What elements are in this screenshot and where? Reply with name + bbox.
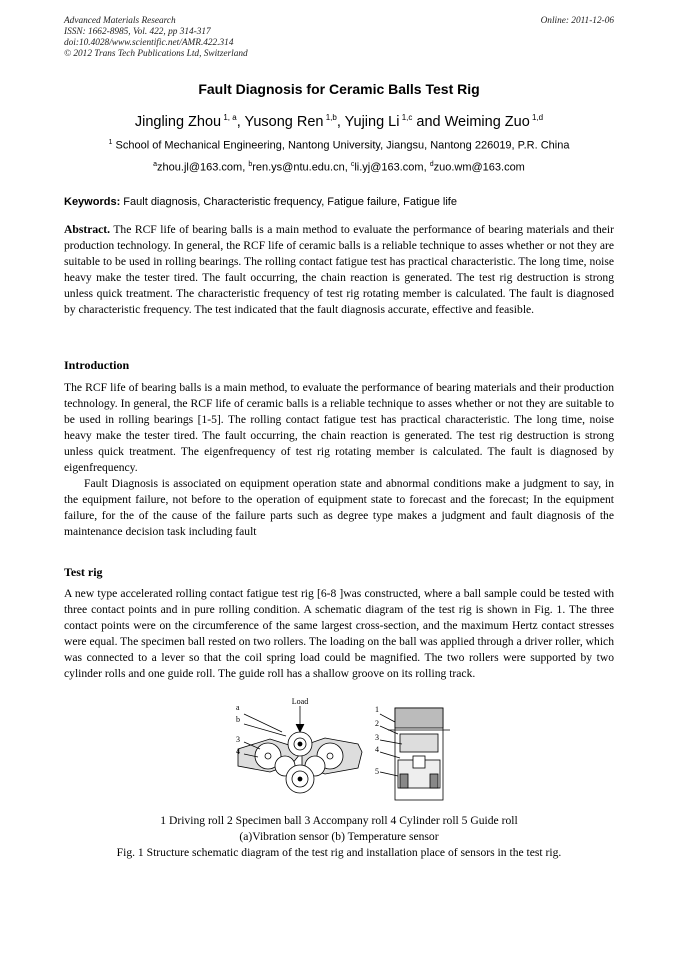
author-name: Jingling Zhou	[134, 113, 222, 130]
author-sup: 1,c	[399, 113, 413, 122]
figure-legend-line: (a)Vibration sensor (b) Temperature sensor	[239, 830, 439, 843]
keywords-label: Keywords:	[64, 196, 121, 208]
doi[interactable]: doi:10.4028/www.scientific.net/AMR.422.314	[64, 38, 234, 48]
test-rig-schematic	[230, 694, 460, 806]
section-heading-test-rig: Test rig	[64, 565, 103, 579]
author-separator: ,	[336, 113, 345, 130]
author-sup: 1,d	[529, 113, 544, 122]
author-name: Weiming Zuo	[444, 113, 530, 130]
email-sup: c	[350, 161, 355, 168]
journal-metadata	[64, 16, 248, 60]
email-address[interactable]: ren.ys@ntu.edu.cn,	[252, 161, 351, 174]
journal-name: Advanced Materials Research	[64, 16, 176, 26]
figure-label: 2	[375, 719, 379, 728]
email-sup: d	[429, 161, 434, 168]
email-sup: b	[248, 161, 253, 168]
paper-title: Fault Diagnosis for Ceramic Balls Test Rig	[198, 81, 480, 97]
abstract-text: The RCF life of bearing balls is a main method to evaluate the performance of bearing materials and their production technology. In general, the RCF life of ceramic balls is a reliable technique to asses whether or not they are suitable to be used in rolling bearings. The rolling contact fatigue test has practical characteristic. The long time, noise heavy make the tester tired. The fault occurring, the chain reaction is generated. The test rig destruction is strong unless quick treatment. The characteristic frequency of test rig rotating member is calculated. The fault is diagnosed by characteristic frequency. The test indicated that the fault diagnosis accurate, effective and feasible.	[64, 223, 614, 316]
figure-legend	[0, 813, 678, 845]
email-address[interactable]: zuo.wm@163.com	[433, 161, 525, 174]
keywords-text: Fault diagnosis, Characteristic frequency, Fatigue failure, Fatigue life	[120, 196, 457, 208]
author-sup: 1,b	[323, 113, 337, 122]
affiliation	[0, 139, 678, 152]
section-heading-introduction: Introduction	[64, 358, 130, 372]
paragraph: The RCF life of bearing balls is a main method, to evaluate the performance of bearing materials and their production technology. In general, the RCF life of ceramic balls is a reliable technique to asses whether or not they are suitable to be used in rolling bearings [1-5]. The rolling contact fatigue test has practical characteristic. The long time, noise heavy make the tester tired. The fault occurring, the chain reaction is generated. The test rig destruction is strong unless quick treatment. The eigenfrequency of test rig rotating member is calculated. The fault is diagnosed by eigenfrequency.	[64, 381, 614, 474]
author-list	[0, 113, 678, 130]
abstract	[64, 222, 614, 318]
email-address[interactable]: li.yj@163.com,	[354, 161, 430, 174]
author-sup: 1, a	[221, 113, 237, 122]
figure-legend-line: 1 Driving roll 2 Specimen ball 3 Accompany roll 4 Cylinder roll 5 Guide roll	[160, 814, 518, 827]
figure-label: 4	[375, 745, 379, 754]
paragraph: Fault Diagnosis is associated on equipment operation state and abnormal conditions make a judgment to say, in the equipment failure, not before to the operation of equipment state to forecast and the forecast; In the equipment failure, for the of the cause of the failure parts such as degree type makes a judgment and fault diagnosis of the maintenance decision task including fault	[64, 477, 614, 538]
email-address[interactable]: zhou.jl@163.com,	[157, 161, 249, 174]
author-separator: and	[412, 113, 445, 130]
abstract-label: Abstract.	[64, 223, 111, 236]
email-list	[0, 161, 678, 174]
figure-label: 4	[236, 747, 240, 756]
figure-label: b	[236, 715, 240, 724]
figure-label: 1	[375, 705, 379, 714]
affiliation-text: School of Mechanical Engineering, Nantong University, Jiangsu, Nantong 226019, P.R. China	[112, 139, 570, 152]
author-name: Yujing Li	[344, 113, 400, 130]
author-name: Yusong Ren	[244, 113, 324, 130]
figure-label: 5	[375, 767, 379, 776]
email-sup: a	[153, 161, 158, 168]
figure-label: Load	[291, 697, 309, 706]
figure-caption: Fig. 1 Structure schematic diagram of the test rig and installation place of sensors in the test rig.	[116, 846, 562, 859]
online-date: Online: 2011-12-06	[540, 16, 614, 26]
issn: ISSN: 1662-8985, Vol. 422, pp 314-317	[64, 27, 211, 37]
paragraph: A new type accelerated rolling contact fatigue test rig [6-8 ]was constructed, where a ball sample could be tested with three contact points and in pure rolling condition. A schematic diagram of the test rig is shown in Fig. 1. The three contact points were on the circumference of the same largest cross-section, and the maximum Hertz contact stresses were equal. The specimen ball rested on two rollers. The loading on the ball was applied through a driver roller, which was connected to a lever so that the coil spring load could be magnified. The two rollers were supported by two cylinder rolls and one guide roll. The guide roll has a shallow groove on its rolling track.	[64, 587, 614, 680]
author-separator: ,	[236, 113, 245, 130]
copyright: © 2012 Trans Tech Publications Ltd, Switzerland	[64, 49, 248, 59]
affiliation-sup: 1	[108, 139, 113, 146]
figure-label: a	[236, 703, 240, 712]
test-rig-body	[64, 586, 614, 682]
figure-label: 3	[375, 733, 379, 742]
introduction-body	[64, 380, 614, 540]
figure-label: 3	[236, 735, 240, 744]
keywords	[64, 196, 457, 208]
